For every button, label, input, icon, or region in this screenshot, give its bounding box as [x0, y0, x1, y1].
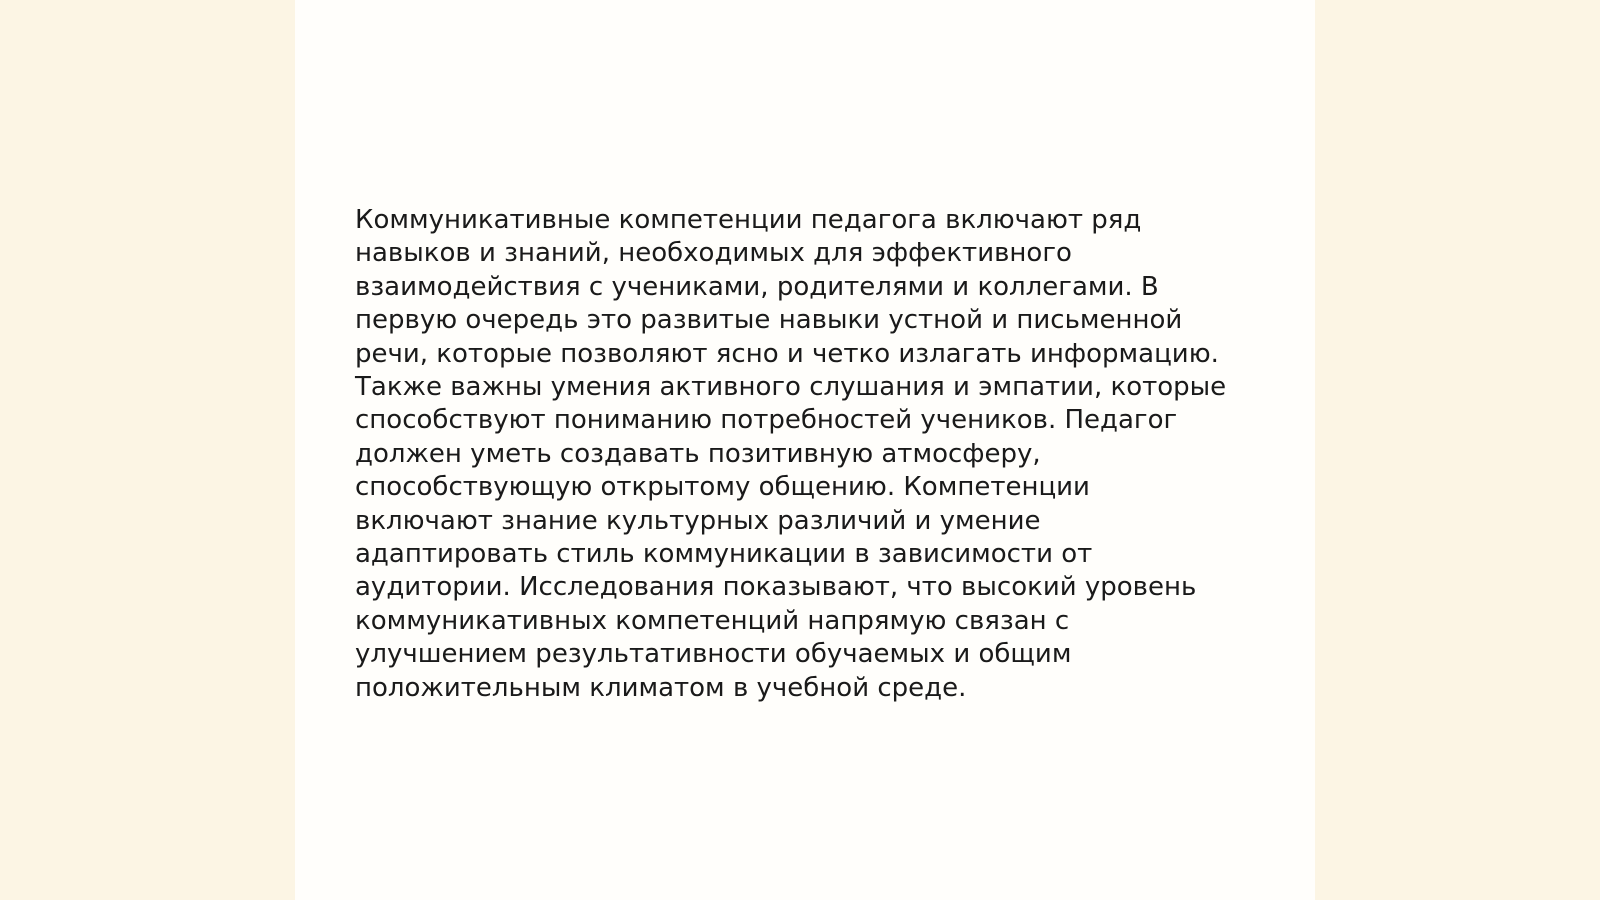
- paragraph-line: Коммуникативные компетенции педагога включают ряд: [355, 205, 1142, 235]
- slide-content-area: [295, 0, 1315, 900]
- paragraph-line: навыков и знаний, необходимых для эффективного: [355, 238, 1072, 269]
- paragraph-line: должен уметь создавать позитивную атмосферу,: [355, 438, 1041, 469]
- paragraph-line: адаптировать стиль коммуникации в зависимости от: [355, 539, 1093, 570]
- paragraph-line: положительным климатом в учебной среде.: [355, 672, 967, 703]
- paragraph-line: речи, которые позволяют ясно и четко излагать информацию.: [355, 338, 1219, 369]
- paragraph-line: Также важны умения активного слушания и эмпатии, которые: [355, 372, 1227, 403]
- paragraph-line: способствуют пониманию потребностей учеников. Педагог: [355, 405, 1178, 436]
- paragraph-line: первую очередь это развитые навыки устной и письменной: [355, 305, 1183, 336]
- paragraph-line: аудитории. Исследования показывают, что высокий уровень: [355, 572, 1197, 603]
- body-paragraph: [355, 204, 1235, 705]
- left-margin-panel: [0, 0, 295, 900]
- paragraph-line: улучшением результативности обучаемых и общим: [355, 639, 1072, 670]
- paragraph-line: включают знание культурных различий и умение: [355, 505, 1041, 536]
- paragraph-line: взаимодействия с учениками, родителями и коллегами. В: [355, 271, 1159, 302]
- paragraph-line: коммуникативных компетенций напрямую связан с: [355, 605, 1070, 636]
- paragraph-line: способствующую открытому общению. Компетенции: [355, 472, 1090, 503]
- right-margin-panel: [1305, 0, 1600, 900]
